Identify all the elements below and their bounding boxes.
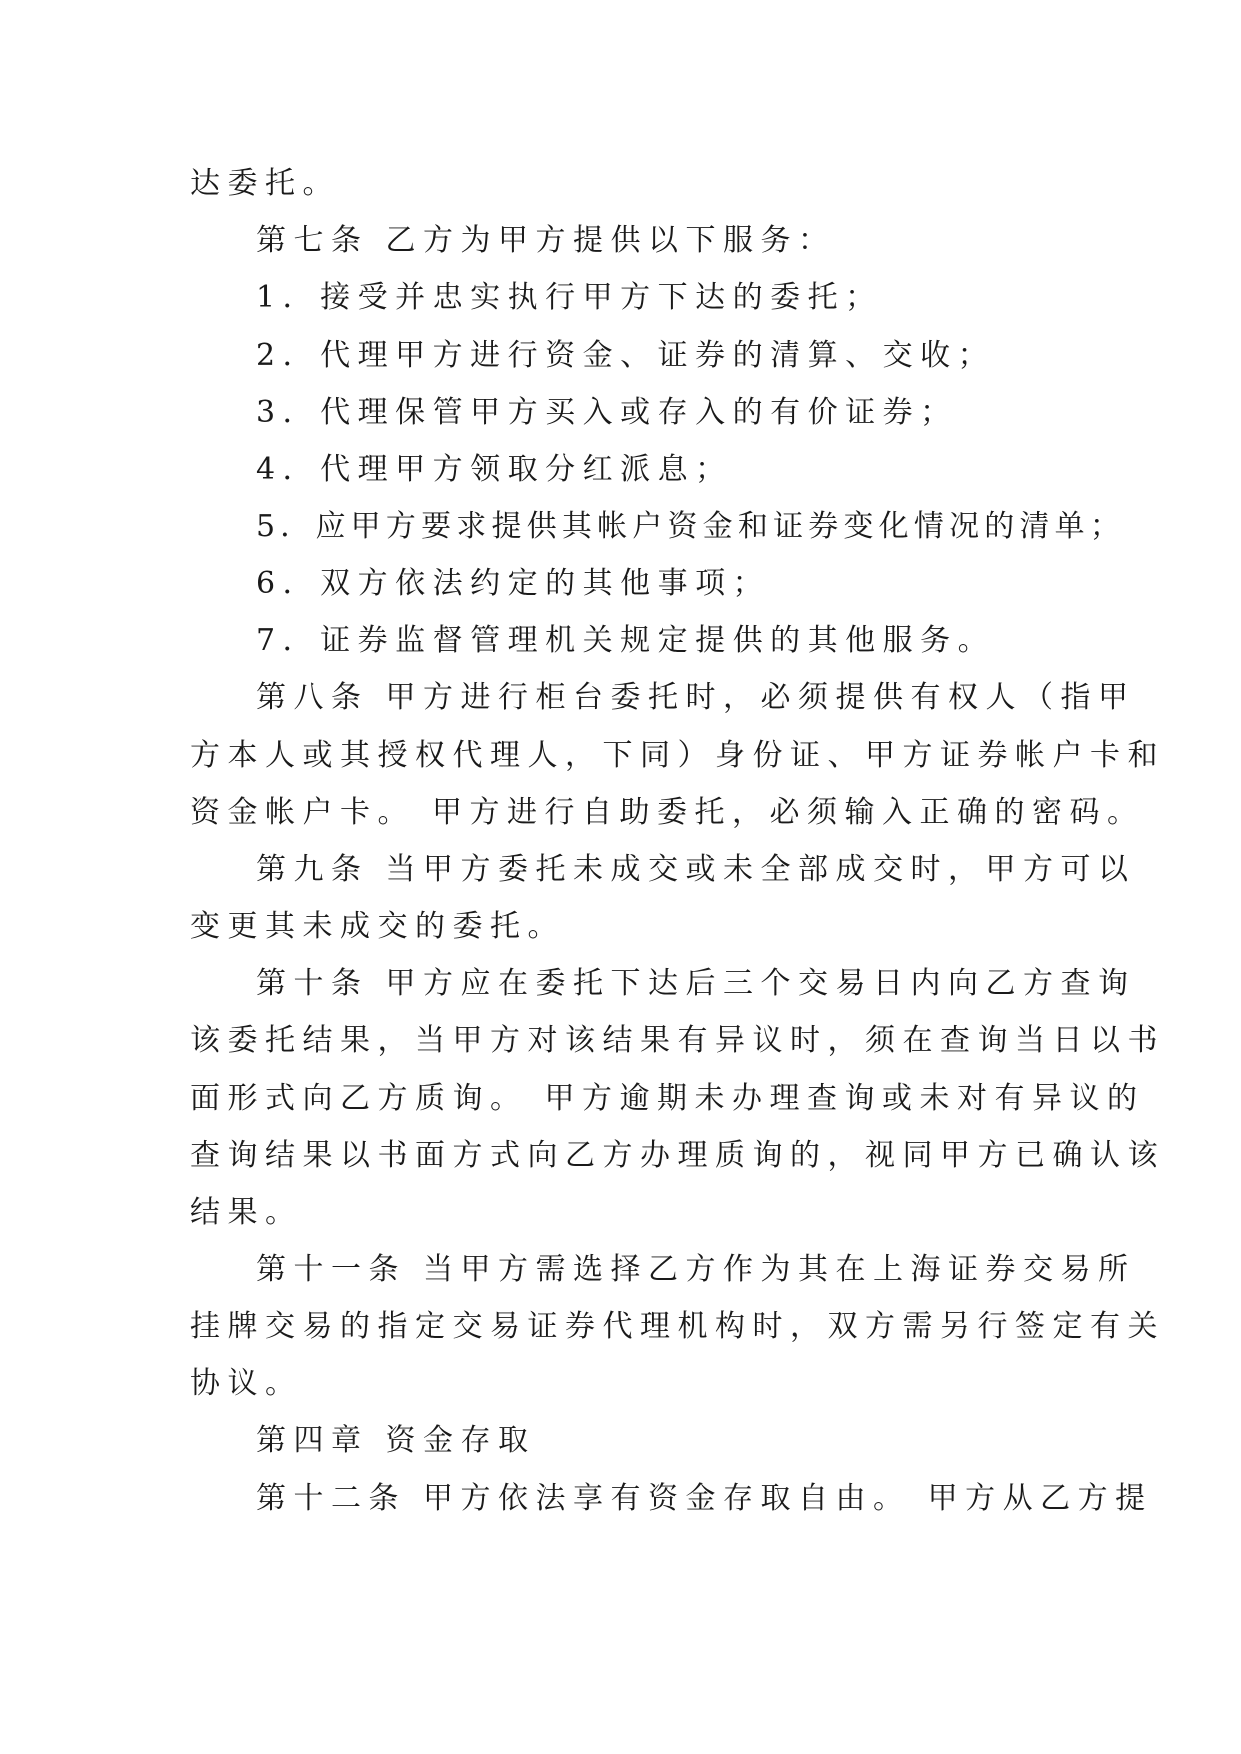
list-item: 1．接受并忠实执行甲方下达的委托； bbox=[256, 280, 883, 315]
article-9-text: 第九条 当甲方委托未成交或未全部成交时，甲方可以 bbox=[256, 852, 1136, 887]
text-line: 挂牌交易的指定交易证券代理机构时，双方需另行签定有关 bbox=[190, 1309, 1165, 1344]
text-line: 资金帐户卡。 甲方进行自助委托，必须输入正确的密码。 bbox=[190, 795, 1145, 830]
list-item: 4．代理甲方领取分红派息； bbox=[256, 452, 733, 487]
article-10-text: 第十条 甲方应在委托下达后三个交易日内向乙方查询 bbox=[256, 966, 1136, 1001]
list-item: 6．双方依法约定的其他事项； bbox=[256, 566, 771, 601]
list-item: 5．应甲方要求提供其帐户资金和证券变化情况的清单； bbox=[256, 509, 1126, 544]
text-line: 方本人或其授权代理人，下同）身份证、甲方证券帐户卡和 bbox=[190, 738, 1165, 773]
text-line: 达委托。 bbox=[190, 166, 340, 201]
list-item: 3．代理保管甲方买入或存入的有价证券； bbox=[256, 395, 958, 430]
text-line: 变更其未成交的委托。 bbox=[190, 909, 565, 944]
list-item: 2．代理甲方进行资金、证券的清算、交收； bbox=[256, 338, 996, 373]
list-item: 7．证券监督管理机关规定提供的其他服务。 bbox=[256, 623, 996, 658]
article-12-text: 第十二条 甲方依法享有资金存取自由。 甲方从乙方提 bbox=[256, 1481, 1153, 1516]
article-7-heading: 第七条 乙方为甲方提供以下服务： bbox=[256, 223, 836, 258]
text-line: 结果。 bbox=[190, 1195, 303, 1230]
article-8-text: 第八条 甲方进行柜台委托时，必须提供有权人（指甲 bbox=[256, 680, 1136, 715]
text-line: 面形式向乙方质询。 甲方逾期未办理查询或未对有异议的 bbox=[190, 1081, 1145, 1116]
article-11-text: 第十一条 当甲方需选择乙方作为其在上海证券交易所 bbox=[256, 1252, 1136, 1287]
text-line: 查询结果以书面方式向乙方办理质询的，视同甲方已确认该 bbox=[190, 1138, 1165, 1173]
text-line: 该委托结果，当甲方对该结果有异议时，须在查询当日以书 bbox=[190, 1023, 1165, 1058]
chapter-4-heading: 第四章 资金存取 bbox=[256, 1423, 536, 1458]
text-line: 协议。 bbox=[190, 1366, 303, 1401]
